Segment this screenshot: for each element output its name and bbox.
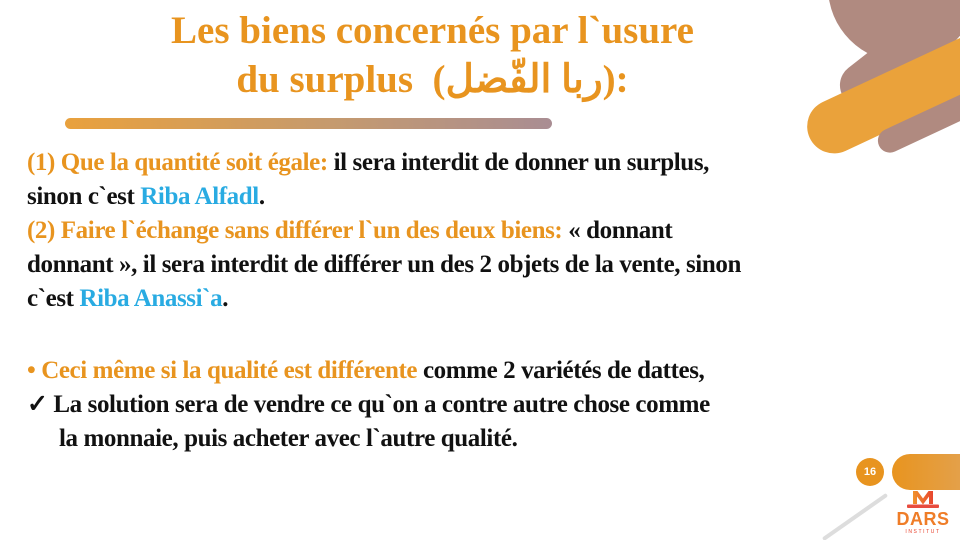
text-segment: sinon c`est	[27, 183, 141, 210]
text-segment: ✓ La solution sera de vendre ce qu`on a contre autre chose comme	[27, 391, 710, 418]
decorative-footer-pill	[892, 454, 960, 490]
text-segment: Riba Alfadl	[140, 183, 259, 210]
body-line	[27, 214, 957, 248]
slide-title-line2: du surplus (ربا الفّضل):	[236, 58, 629, 101]
text-segment: c`est	[27, 285, 80, 312]
text-segment: donnant », il sera interdit de différer un des 2 objets de la vente, sinon	[27, 251, 741, 278]
text-segment: (2) Faire l`échange sans différer l`un des deux biens:	[27, 217, 563, 244]
slide-body	[27, 146, 957, 456]
text-segment: (1) Que la quantité soit égale:	[27, 149, 328, 176]
text-segment: Riba Anassi`a	[79, 285, 223, 312]
text-segment: comme 2 variétés de dattes,	[417, 357, 705, 384]
text-segment: .	[222, 285, 229, 312]
text-segment: • Ceci même si la qualité est différente	[27, 357, 418, 384]
slide-title-line1: Les biens concernés par l`usure	[171, 9, 694, 52]
title-underline-bar	[65, 118, 552, 129]
page-number: 16	[863, 466, 877, 478]
decorative-gray-line	[822, 493, 888, 540]
body-line	[27, 422, 957, 456]
logo-wordmark: DARS	[896, 509, 950, 529]
body-line	[27, 248, 957, 282]
dars-monogram-icon	[905, 487, 941, 509]
slide-title	[0, 6, 865, 104]
body-line-bullet	[27, 354, 957, 388]
body-line-checkmark	[27, 388, 957, 422]
page-number-badge	[856, 458, 884, 486]
text-segment: .	[258, 183, 265, 210]
body-line	[27, 282, 957, 316]
body-line	[27, 146, 957, 180]
body-line	[27, 180, 957, 214]
logo-subtitle: INSTITUT	[905, 529, 941, 535]
text-segment: « donnant	[562, 217, 673, 244]
dars-institute-logo	[892, 487, 954, 535]
text-segment: la monnaie, puis acheter avec l`autre qualité.	[59, 425, 518, 452]
text-segment: il sera interdit de donner un surplus,	[327, 149, 709, 176]
